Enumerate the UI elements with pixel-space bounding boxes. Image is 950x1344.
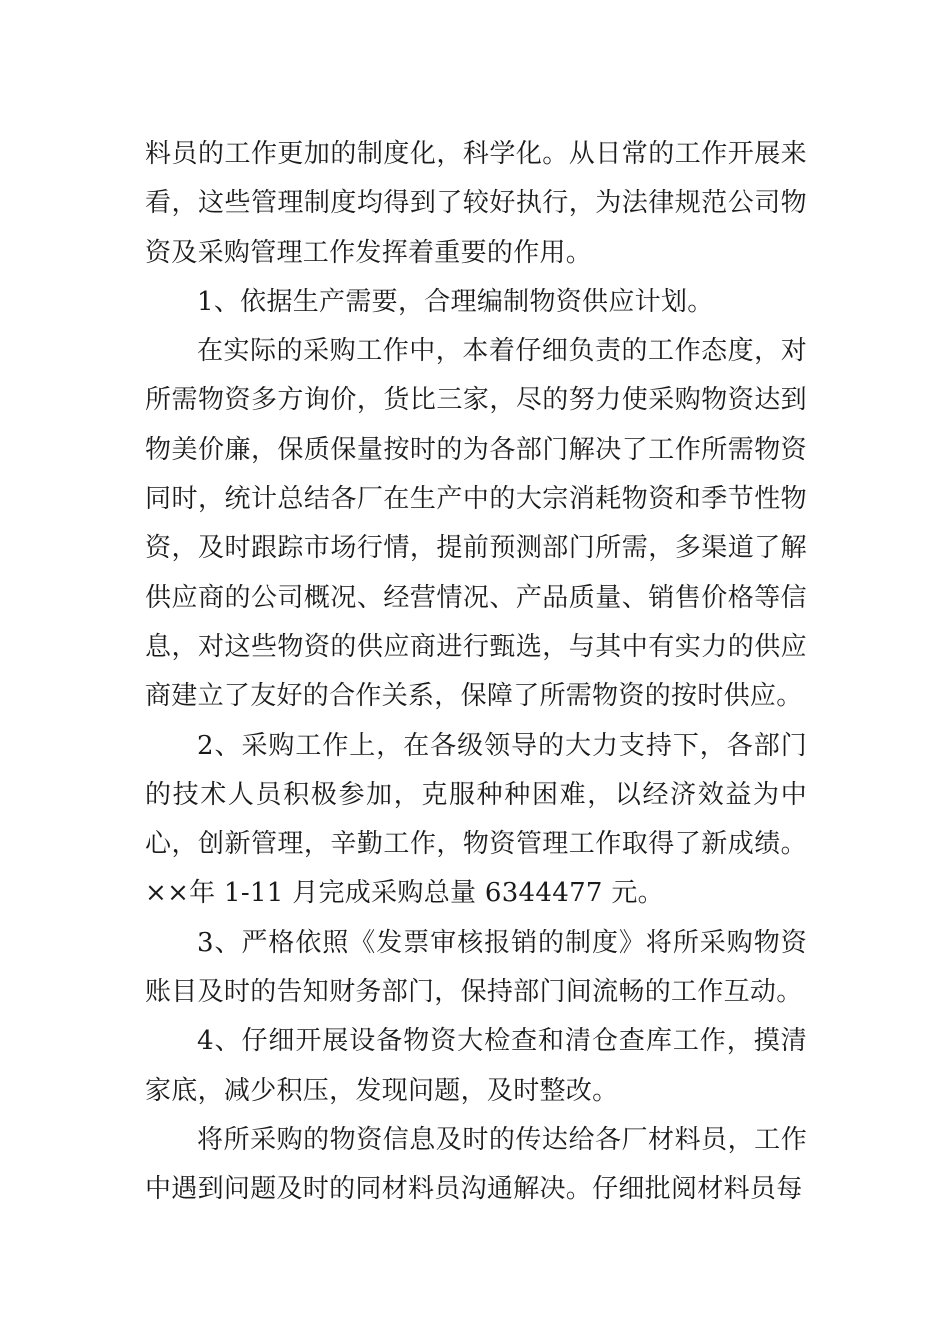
paragraph-6: 4、仔细开展设备物资大检查和清仓查库工作，摸清家底，减少积压，发现问题，及时整改。 (145, 1026, 807, 1106)
paragraph-5: 3、严格依照《发票审核报销的制度》将所采购物资账目及时的告知财务部门，保持部门间流畅的工作互动。 (145, 927, 807, 1008)
document-body (145, 130, 807, 1215)
paragraph-1: 料员的工作更加的制度化，科学化。从日常的工作开展来看，这些管理制度均得到了较好执行，为法律规范公司物资及采购管理工作发挥着重要的作用。 (145, 139, 807, 268)
paragraph-4: 2、采购工作上，在各级领导的大力支持下，各部门的技术人员积极参加，克服种种困难，以经济效益为中心，创新管理，辛勤工作，物资管理工作取得了新成绩。××年 1-11 月完成采购总量 6344477 元。 (145, 730, 807, 909)
paragraph-7: 将所采购的物资信息及时的传达给各厂材料员，工作中遇到问题及时的同材料员沟通解决。仔细批阅材料员每 (145, 1124, 807, 1205)
paragraph-2: 1、依据生产需要，合理编制物资供应计划。 (197, 286, 714, 317)
paragraph-3: 在实际的采购工作中，本着仔细负责的工作态度，对所需物资多方询价，货比三家，尽的努力使采购物资达到物美价廉，保质保量按时的为各部门解决了工作所需物资同时，统计总结各厂在生产中的大宗消耗物资和季节性物资，及时跟踪市场行情，提前预测部门所需，多渠道了解供应商的公司概况、经营情况、产品质量、销售价格等信息，对这些物资的供应商进行甄选，与其中有实力的供应商建立了友好的合作关系，保障了所需物资的按时供应。 (145, 336, 807, 712)
